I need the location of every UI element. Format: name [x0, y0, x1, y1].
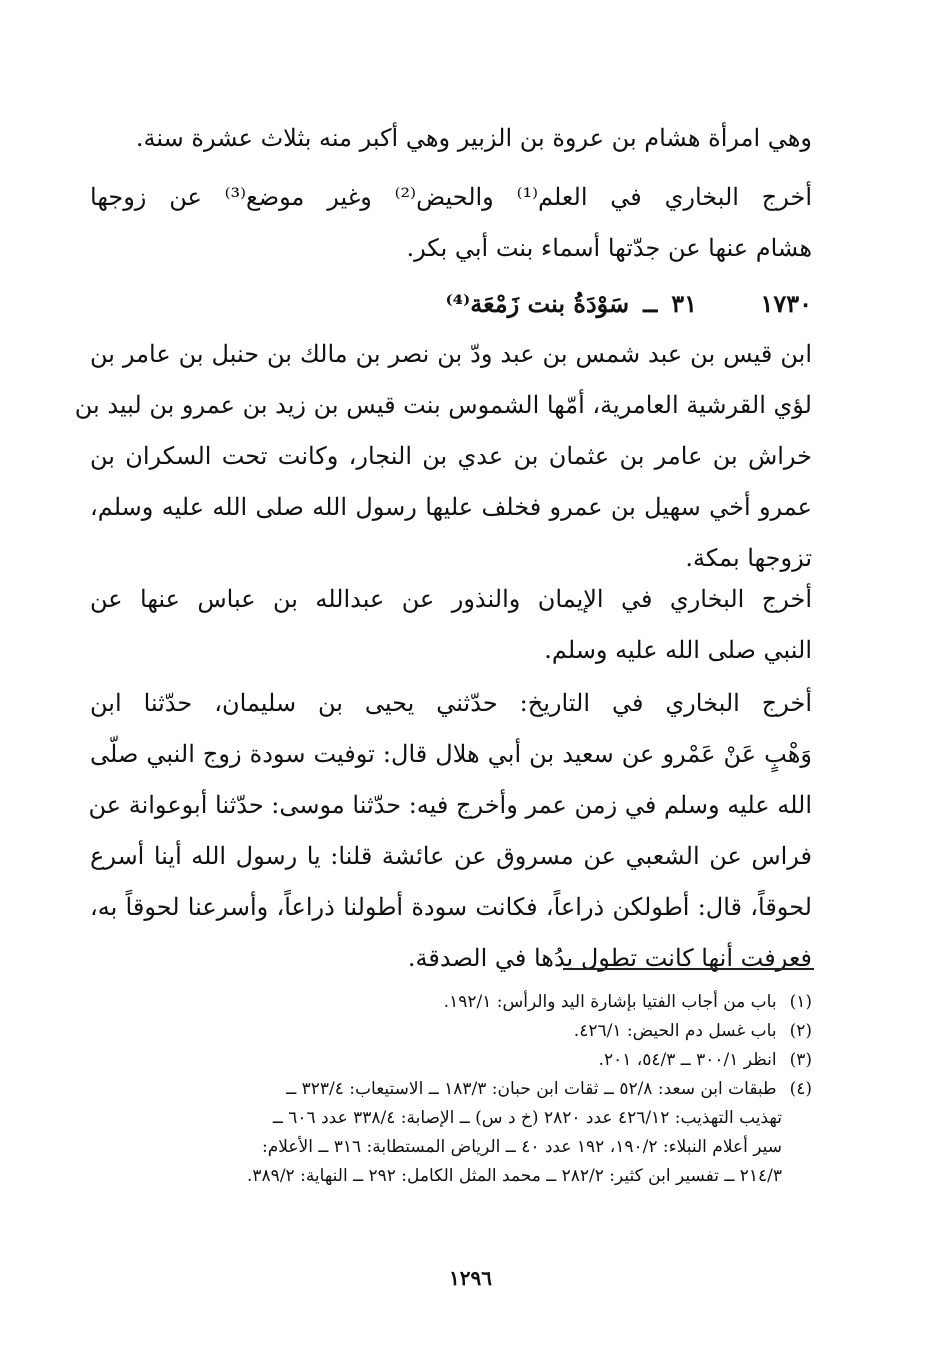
footnote-text: باب من أجاب الفتيا بإشارة اليد والرأس: ١٩٢/١. [443, 992, 777, 1012]
text-line: ابن قيس بن عبد شمس بن عبد ودّ بن نصر بن مالك بن حنبل بن عامر بن [90, 340, 812, 368]
footnote-4 [90, 1075, 812, 1104]
footnote-text: انظر ٣٠٠/١ ــ ٥٤/٣، ٢٠١. [598, 1050, 777, 1070]
footnote-number: (٤) [789, 1079, 812, 1099]
footnote-number: (١) [789, 992, 812, 1012]
footnote-4-continuation: ٢١٤/٣ ــ تفسير ابن كثير: ٢٨٢/٢ ــ محمد المثل الكامل: ٢٩٢ ــ النهاية: ٣٨٩/٢. [247, 1166, 782, 1186]
paragraph-iman-nudhur [90, 574, 812, 676]
text-line: أخرج البخاري في التاريخ: حدّثني يحيى بن سليمان، حدّثنا ابن [90, 689, 812, 717]
text-line: الله عليه وسلم في زمن عمر وأخرج فيه: حدّثنا موسى: حدّثنا أبوعوانة عن [88, 791, 812, 819]
footnote-number: (٢) [789, 1021, 812, 1041]
page-number: ١٢٩٦ [449, 1266, 492, 1290]
footnote-1 [90, 988, 812, 1017]
footnote-4-continuation: تهذيب التهذيب: ٤٢٦/١٢ عدد ٢٨٢٠ (خ د س) ــ الإصابة: ٣٣٨/٤ عدد ٦٠٦ ــ [272, 1108, 782, 1128]
text-line: أخرج البخاري في العلم⁽¹⁾ والحيض⁽²⁾ وغير موضع⁽³⁾ عن زوجها [90, 183, 813, 211]
text-line: لؤي القرشية العامرية، أمّها الشموس بنت قيس بن زيد بن عمرو بن لبيد بن [74, 391, 812, 419]
paragraph-biography [74, 329, 812, 584]
entry-name: سَوْدَةُ بنت زَمْعَة⁽⁴⁾ [445, 289, 630, 318]
entry-dash: ــ [643, 289, 658, 318]
text-line: وَهْبٍ عَنْ عَمْرو عن سعيد بن أبي هلال قال: توفيت سودة زوج النبي صلّى [90, 740, 812, 768]
footnote-4-continuation: سير أعلام النبلاء: ١٩٠/٢، ١٩٢ عدد ٤٠ ــ الرياض المستطابة: ٣١٦ ــ الأعلام: [261, 1137, 782, 1157]
text-line: خراش بن عامر بن عثمان بن عدي بن النجار، وكانت تحت السكران بن [90, 442, 812, 470]
entry-local-number: ٣١ [671, 289, 697, 318]
footnote-text: طبقات ابن سعد: ٥٢/٨ ــ ثقات ابن حبان: ١٨٣/٣ ــ الاستيعاب: ٣٢٣/٤ ــ [286, 1079, 777, 1099]
text-line: تزوجها بمكة. [685, 544, 812, 572]
paragraph-bukhari-citations [90, 172, 812, 274]
text-line: هشام عنها عن جدّتها أسماء بنت أبي بكر. [406, 234, 812, 262]
footnote-2 [90, 1017, 812, 1046]
text-line: عمرو أخي سهيل بن عمرو فخلف عليها رسول الله صلى الله عليه وسلم، [90, 493, 812, 521]
footnote-number: (٣) [789, 1050, 812, 1070]
opening-line-block [90, 113, 812, 164]
footnote-divider [563, 968, 814, 970]
paragraph-tarikh [90, 678, 812, 984]
text-line: وهي امرأة هشام بن عروة بن الزبير وهي أكبر منه بثلاث عشرة سنة. [135, 124, 812, 152]
footnotes [90, 988, 812, 1191]
text-line: لحوقاً، قال: أطولكن ذراعاً، فكانت سودة أطولنا ذراعاً، وأسرعنا لحوقاً به، [90, 893, 812, 921]
text-line: النبي صلى الله عليه وسلم. [544, 636, 812, 664]
text-line: فعرفت أنها كانت تطول يدُها في الصدقة. [407, 944, 812, 972]
text-line: أخرج البخاري في الإيمان والنذور عن عبدالله بن عباس عنها عن [90, 585, 812, 613]
entry-global-number: ١٧٣٠ [760, 289, 812, 318]
entry-heading [90, 278, 812, 329]
footnote-text: باب غسل دم الحيض: ٤٢٦/١. [573, 1021, 777, 1041]
footnote-3 [90, 1046, 812, 1075]
text-line: فراس عن الشعبي عن مسروق عن عائشة قلنا: يا رسول الله أينا أسرع [90, 842, 812, 870]
